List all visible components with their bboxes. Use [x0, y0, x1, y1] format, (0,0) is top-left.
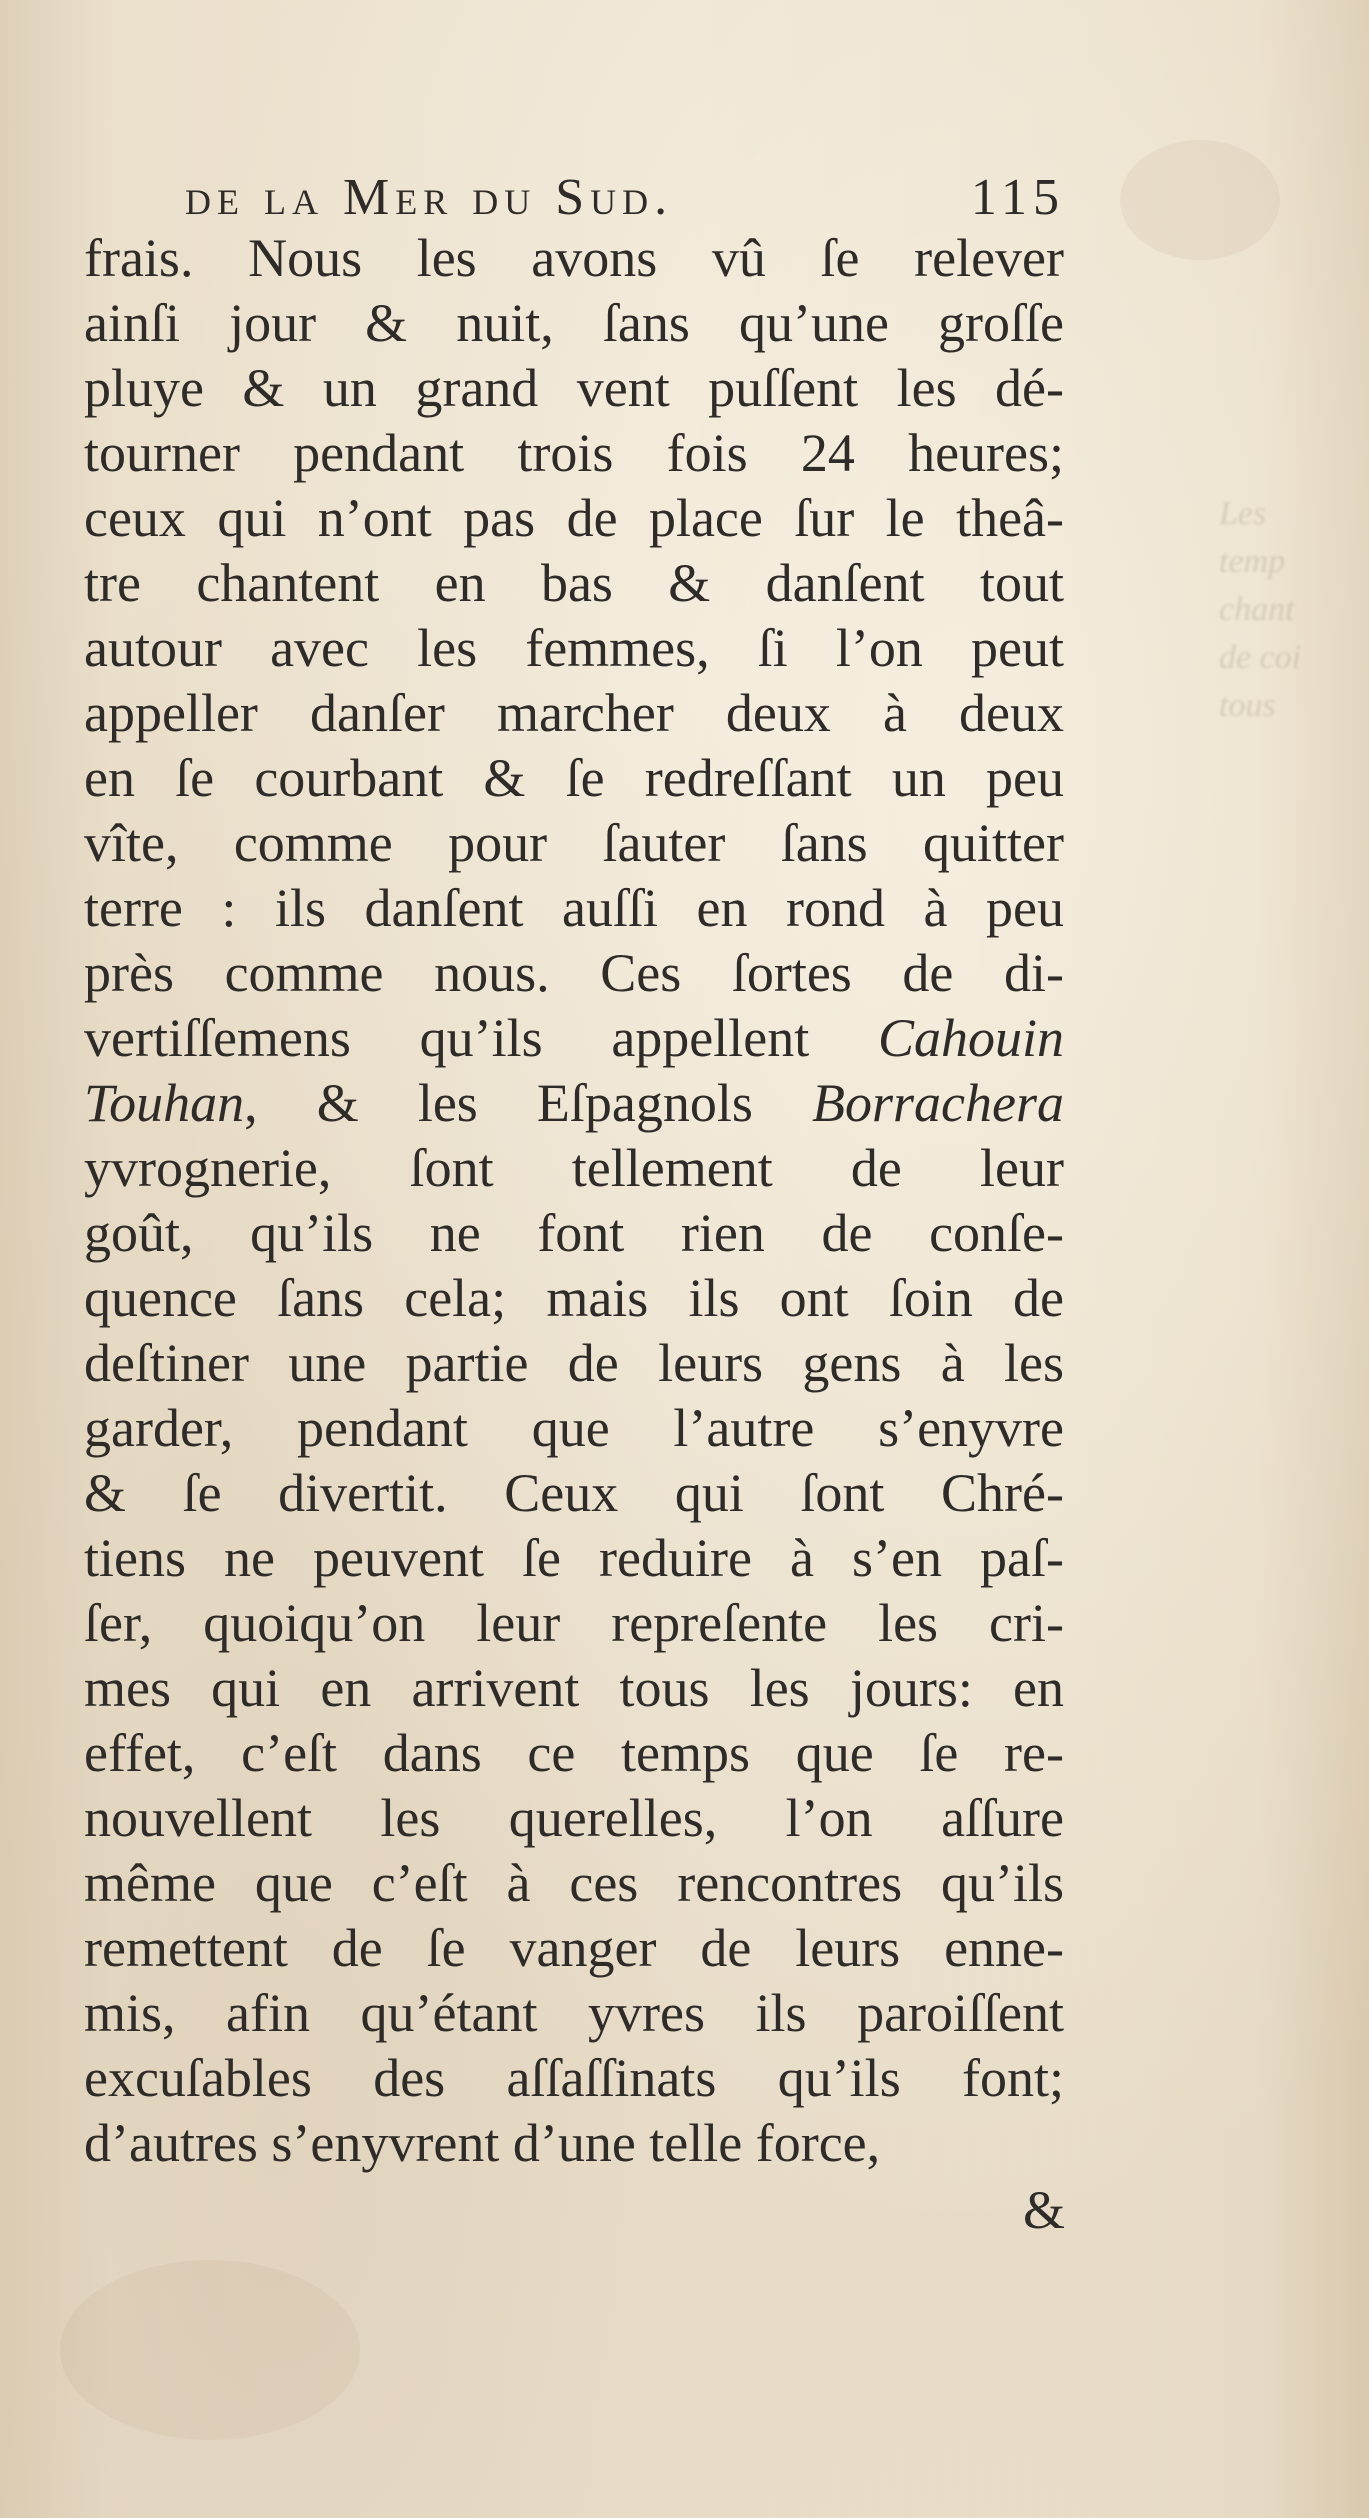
- text-line: excuſables des aſſaſſinats qu’ils font;: [84, 2048, 1064, 2108]
- show-through-text: Les temp chant de coi tous: [1219, 495, 1302, 724]
- text-line: pluye & un grand vent puſſent les dé-: [84, 358, 1064, 418]
- text-line: vertiſſemens qu’ils appellent Cahouin: [84, 1008, 1064, 1068]
- running-head: [185, 168, 1065, 228]
- text-line: près comme nous. Ces ſortes de di-: [84, 943, 1064, 1003]
- text-line: appeller danſer marcher deux à deux: [84, 683, 1064, 743]
- text-line: effet, c’eſt dans ce temps que ſe re-: [84, 1723, 1064, 1783]
- text-line: remettent de ſe vanger de leurs enne-: [84, 1918, 1064, 1978]
- text-line: & ſe divertit. Ceux qui ſont Chré-: [84, 1463, 1064, 1523]
- text-line: autour avec les femmes, ſi l’on peut: [84, 618, 1064, 678]
- text-line: tourner pendant trois fois 24 heures;: [84, 423, 1064, 483]
- text-line: deſtiner une partie de leurs gens à les: [84, 1333, 1064, 1393]
- body-text: [84, 226, 1064, 2176]
- page-number: 115: [970, 169, 1065, 226]
- text-line: d’autres s’enyvrent d’une telle force,: [84, 2113, 881, 2173]
- text-line: garder, pendant que l’autre s’enyvre: [84, 1398, 1064, 1458]
- text-line: nouvellent les querelles, l’on aſſure: [84, 1788, 1064, 1848]
- running-head-title: de la Mer du Sud.: [185, 169, 674, 226]
- text-line: même que c’eſt à ces rencontres qu’ils: [84, 1853, 1064, 1913]
- catchword: &: [1022, 2180, 1065, 2240]
- paper-stain: [1120, 140, 1280, 260]
- text-line: ceux qui n’ont pas de place ſur le theâ-: [84, 488, 1064, 548]
- text-line: vîte, comme pour ſauter ſans quitter: [84, 813, 1064, 873]
- paper-stain: [60, 2260, 360, 2440]
- text-line: ainſi jour & nuit, ſans qu’une groſſe: [84, 293, 1064, 353]
- text-line: ſer, quoiqu’on leur repreſente les cri-: [84, 1593, 1064, 1653]
- text-line: goût, qu’ils ne font rien de conſe-: [84, 1203, 1064, 1263]
- text-line: tiens ne peuvent ſe reduire à s’en paſ-: [84, 1528, 1064, 1588]
- text-line: en ſe courbant & ſe redreſſant un peu: [84, 748, 1064, 808]
- text-line: mes qui en arrivent tous les jours: en: [84, 1658, 1064, 1718]
- text-line: terre : ils danſent auſſi en rond à peu: [84, 878, 1064, 938]
- text-line: tre chantent en bas & danſent tout: [84, 553, 1064, 613]
- text-line: mis, afin qu’étant yvres ils paroiſſent: [84, 1983, 1064, 2043]
- text-line: Touhan, & les Eſpagnols Borrachera: [84, 1073, 1064, 1133]
- text-line: yvrognerie, ſont tellement de leur: [84, 1138, 1064, 1198]
- text-line: frais. Nous les avons vû ſe relever: [84, 228, 1064, 288]
- text-line: quence ſans cela; mais ils ont ſoin de: [84, 1268, 1064, 1328]
